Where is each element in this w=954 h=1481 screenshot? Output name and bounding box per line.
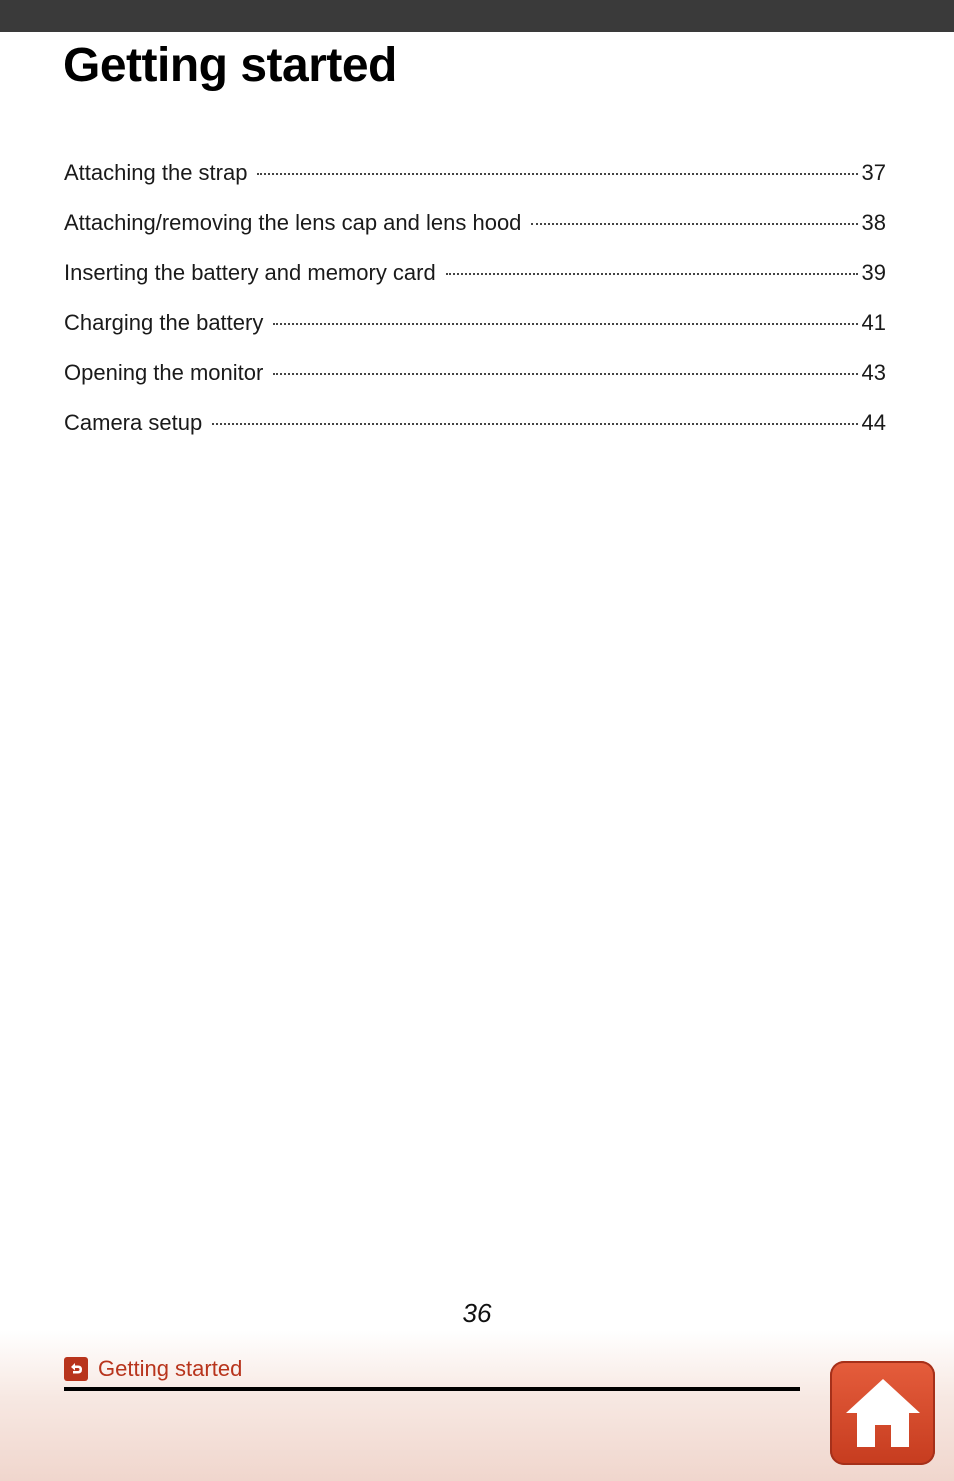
page-number: 36 xyxy=(462,1298,492,1328)
toc-entry-page: 41 xyxy=(861,310,886,335)
breadcrumb-link[interactable] xyxy=(64,1356,242,1382)
toc-leader-dots xyxy=(446,273,858,275)
footer-background xyxy=(0,1330,954,1481)
toc-entry-label: Inserting the battery and memory card xyxy=(64,260,436,285)
back-arrow-icon xyxy=(64,1357,88,1381)
toc-entry-attaching-strap[interactable] xyxy=(64,160,886,210)
breadcrumb-label: Getting started xyxy=(98,1356,243,1381)
footer-divider xyxy=(64,1387,800,1391)
toc-entry-battery-memory-card[interactable] xyxy=(64,260,886,310)
toc-entry-label: Attaching the strap xyxy=(64,160,248,185)
toc-leader-dots xyxy=(531,223,857,225)
toc-entry-camera-setup[interactable] xyxy=(64,410,886,460)
toc-entry-page: 39 xyxy=(861,260,886,285)
table-of-contents xyxy=(64,160,886,460)
toc-entry-page: 37 xyxy=(861,160,886,185)
home-button[interactable] xyxy=(830,1361,935,1465)
toc-entry-page: 38 xyxy=(861,210,886,235)
toc-leader-dots xyxy=(257,173,857,175)
toc-entry-label: Opening the monitor xyxy=(64,360,264,385)
toc-leader-dots xyxy=(212,423,857,425)
toc-entry-label: Charging the battery xyxy=(64,310,264,335)
toc-entry-label: Attaching/removing the lens cap and lens hood xyxy=(64,210,522,235)
toc-entry-opening-monitor[interactable] xyxy=(64,360,886,410)
toc-leader-dots xyxy=(273,323,857,325)
toc-entry-page: 43 xyxy=(861,360,886,385)
page-title: Getting started xyxy=(63,39,397,92)
top-bar xyxy=(0,0,954,32)
toc-leader-dots xyxy=(273,373,857,375)
toc-entry-label: Camera setup xyxy=(64,410,203,435)
home-icon xyxy=(842,1373,924,1453)
toc-entry-page: 44 xyxy=(861,410,886,435)
toc-entry-charging-battery[interactable] xyxy=(64,310,886,360)
toc-entry-lens-cap-hood[interactable] xyxy=(64,210,886,260)
